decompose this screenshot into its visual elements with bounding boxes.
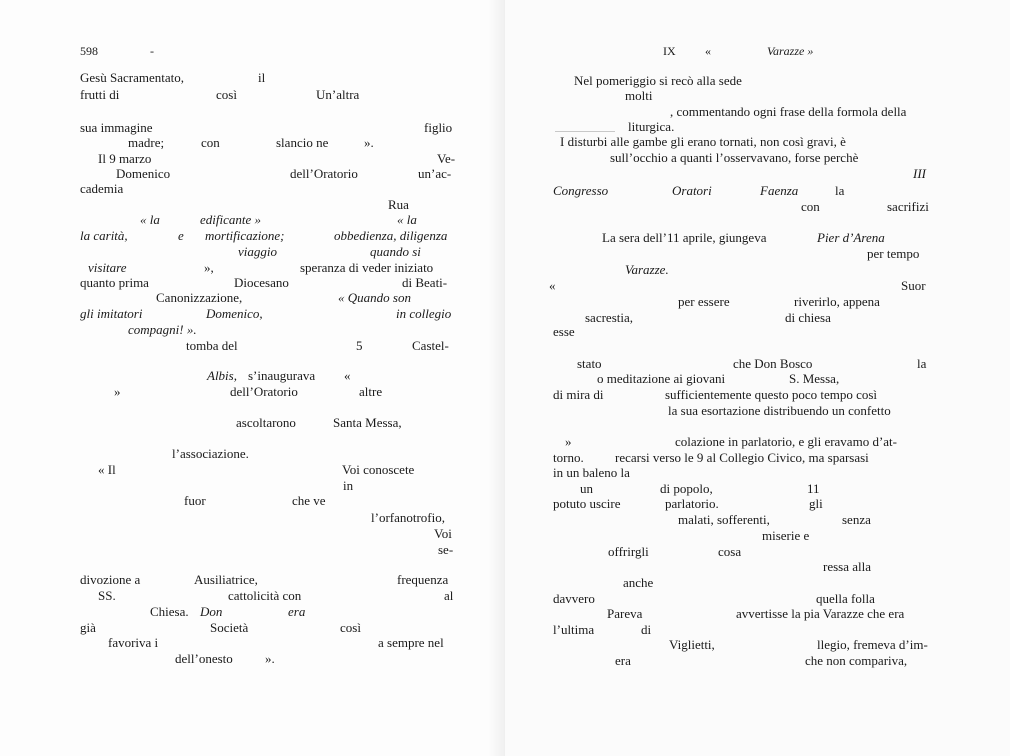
text-line: S. Messa, (789, 371, 840, 386)
text-line: Un’altra (316, 87, 360, 102)
rule-mark (555, 131, 615, 132)
text-line: fuor (184, 493, 206, 508)
text-line: di popolo, (660, 481, 713, 496)
text-line: « Quando son (338, 290, 411, 305)
text-line: », (204, 260, 214, 275)
text-line: quanto prima (80, 275, 149, 290)
text-line: l’associazione. (172, 446, 249, 461)
text-line: era (288, 604, 306, 619)
text-line: avvertisse la pia Varazze che era (736, 606, 905, 621)
text-line: I disturbi alle gambe gli erano tornati, non così gravi, è (560, 134, 846, 149)
text-line: frequenza (397, 572, 449, 587)
running-header-quote: « (705, 44, 711, 58)
text-line: Rua (388, 197, 409, 212)
text-line: edificante » (200, 212, 262, 227)
text-line: sacrestia, (585, 310, 634, 325)
text-line: per essere (678, 294, 730, 309)
text-line: quando si (370, 244, 421, 259)
text-line: gli imitatori (80, 306, 143, 321)
text-line: Congresso (553, 183, 609, 198)
text-line: la carità, (80, 228, 128, 243)
text-line: dell’Oratorio (230, 384, 298, 399)
text-line: cademia (80, 181, 124, 196)
text-line: con (201, 135, 220, 150)
text-line: un’ac- (418, 166, 452, 181)
text-line: obbedienza, diligenza (334, 228, 448, 243)
text-line: malati, sofferenti, (678, 512, 770, 527)
text-line: » (565, 434, 572, 449)
text-line: di chiesa (785, 310, 831, 325)
text-line: così (216, 87, 237, 102)
text-line: speranza di veder iniziato (300, 260, 434, 275)
text-line: a sempre nel (378, 635, 444, 650)
text-line: l’orfanotrofio, (371, 510, 446, 525)
text-line: miserie e (762, 528, 810, 543)
text-line: 5 (356, 338, 363, 353)
text-line: Pareva (607, 606, 643, 621)
text-line: o meditazione ai giovani (597, 371, 726, 386)
text-line: la (835, 183, 845, 198)
text-line: che ve (292, 493, 326, 508)
text-line: La sera dell’11 aprile, giungeva (602, 230, 767, 245)
text-line: era (615, 653, 631, 668)
text-line: Castel- (412, 338, 449, 353)
text-line: la sua esortazione distribuendo un confetto (668, 403, 891, 418)
text-line: viaggio (238, 244, 277, 259)
text-line: con (801, 199, 820, 214)
text-line: Ve- (437, 151, 456, 166)
text-line: per tempo (867, 246, 920, 261)
page-number: 598 (80, 44, 98, 58)
text-line: l’ultima (553, 622, 595, 637)
text-line: Domenico (116, 166, 171, 181)
text-line: frutti di (80, 87, 120, 102)
text-line: parlatorio. (665, 496, 719, 511)
text-line: ». (265, 651, 275, 666)
text-line: un (580, 481, 593, 496)
text-line: sacrifizi (887, 199, 929, 214)
text-line: in (343, 478, 354, 493)
text-line: Chiesa. (150, 604, 189, 619)
text-line: figlio (424, 120, 453, 135)
text-line: Voi (434, 526, 452, 541)
text-line: Domenico, (206, 306, 263, 321)
text-line: di mira di (553, 387, 604, 402)
text-line: Diocesano (234, 275, 289, 290)
text-line: slancio ne (276, 135, 329, 150)
text-line: Ausiliatrice, (194, 572, 258, 587)
text-line: esse (553, 324, 575, 339)
text-line: Don (200, 604, 223, 619)
text-line: » (114, 384, 121, 399)
text-line: il (258, 70, 266, 85)
text-line: sufficientemente questo poco tempo così (665, 387, 878, 402)
text-line: liturgica. (628, 119, 675, 134)
text-line: Il 9 marzo (98, 151, 152, 166)
text-line: se- (438, 542, 454, 557)
text-line: gli (809, 496, 823, 511)
text-line: molti (625, 88, 653, 103)
text-line: tomba del (186, 338, 238, 353)
text-line: altre (359, 384, 383, 399)
text-line: di (641, 622, 652, 637)
text-line: cattolicità con (228, 588, 302, 603)
text-line: Viglietti, (669, 637, 715, 652)
text-line: potuto uscire (553, 496, 621, 511)
text-line: favoriva i (108, 635, 159, 650)
text-line: torno. (553, 450, 584, 465)
text-line: Gesù Sacramentato, (80, 70, 184, 85)
text-line: dell’Oratorio (290, 166, 358, 181)
text-line: che non compariva, (805, 653, 908, 668)
text-line: Voi conoscete (342, 462, 415, 477)
text-line: III (913, 166, 926, 181)
text-line: Nel pomeriggio si recò alla sede (574, 73, 742, 88)
text-line: Pier d’Arena (817, 230, 885, 245)
text-line: Società (210, 620, 249, 635)
text-line: madre; (128, 135, 165, 150)
text-line: e (178, 228, 184, 243)
text-line: la (917, 356, 927, 371)
text-line: anche (623, 575, 654, 590)
text-line: in un baleno la (553, 465, 630, 480)
text-line: offrirgli (608, 544, 649, 559)
text-line: Faenza (760, 183, 799, 198)
text-line: cosa (718, 544, 742, 559)
text-line: riverirlo, appena (794, 294, 880, 309)
text-line: Varazze. (625, 262, 669, 277)
text-line: mortificazione; (205, 228, 285, 243)
running-header-chapter: IX (663, 44, 676, 58)
text-line: llegio, fremeva d’im- (817, 637, 928, 652)
text-line: dell’onesto (175, 651, 233, 666)
text-line: Suor (901, 278, 926, 293)
text-line: già (80, 620, 96, 635)
text-line: quella folla (816, 591, 875, 606)
text-line: sull’occhio a quanti l’osservavano, forse perchè (610, 150, 859, 165)
text-line: « (344, 368, 351, 383)
text-line: divozione a (80, 572, 141, 587)
text-line: s’inaugurava (248, 368, 316, 383)
text-line: Santa Messa, (333, 415, 402, 430)
text-line: SS. (98, 588, 116, 603)
text-line: , commentando ogni frase della formola della (670, 104, 907, 119)
text-line: Canonizzazione, (156, 290, 243, 305)
text-line: stato (577, 356, 602, 371)
text-line: « la (140, 212, 160, 227)
text-line: « la (397, 212, 417, 227)
text-line: così (340, 620, 361, 635)
text-line: visitare (88, 260, 127, 275)
text-line: Albis, (207, 368, 237, 383)
text-line: che Don Bosco (733, 356, 813, 371)
text-line: ressa alla (823, 559, 872, 574)
text-line: al (444, 588, 454, 603)
text-line: colazione in parlatorio, e gli eravamo d’at- (675, 434, 897, 449)
header-dash: - (150, 44, 154, 58)
text-line: « Il (98, 462, 116, 477)
text-line: compagni! ». (128, 322, 197, 337)
text-line: 11 (807, 481, 820, 496)
right-page (505, 0, 1010, 756)
text-line: recarsi verso le 9 al Collegio Civico, ma sparsasi (615, 450, 869, 465)
text-line: sua immagine (80, 120, 153, 135)
text-line: di Beati- (402, 275, 448, 290)
text-line: « (549, 278, 556, 293)
text-line: senza (842, 512, 871, 527)
running-header-place: Varazze » (767, 44, 814, 58)
text-line: in collegio (396, 306, 452, 321)
text-line: Oratori (672, 183, 712, 198)
text-line: davvero (553, 591, 595, 606)
text-line: ». (364, 135, 374, 150)
text-line: ascoltarono (236, 415, 296, 430)
